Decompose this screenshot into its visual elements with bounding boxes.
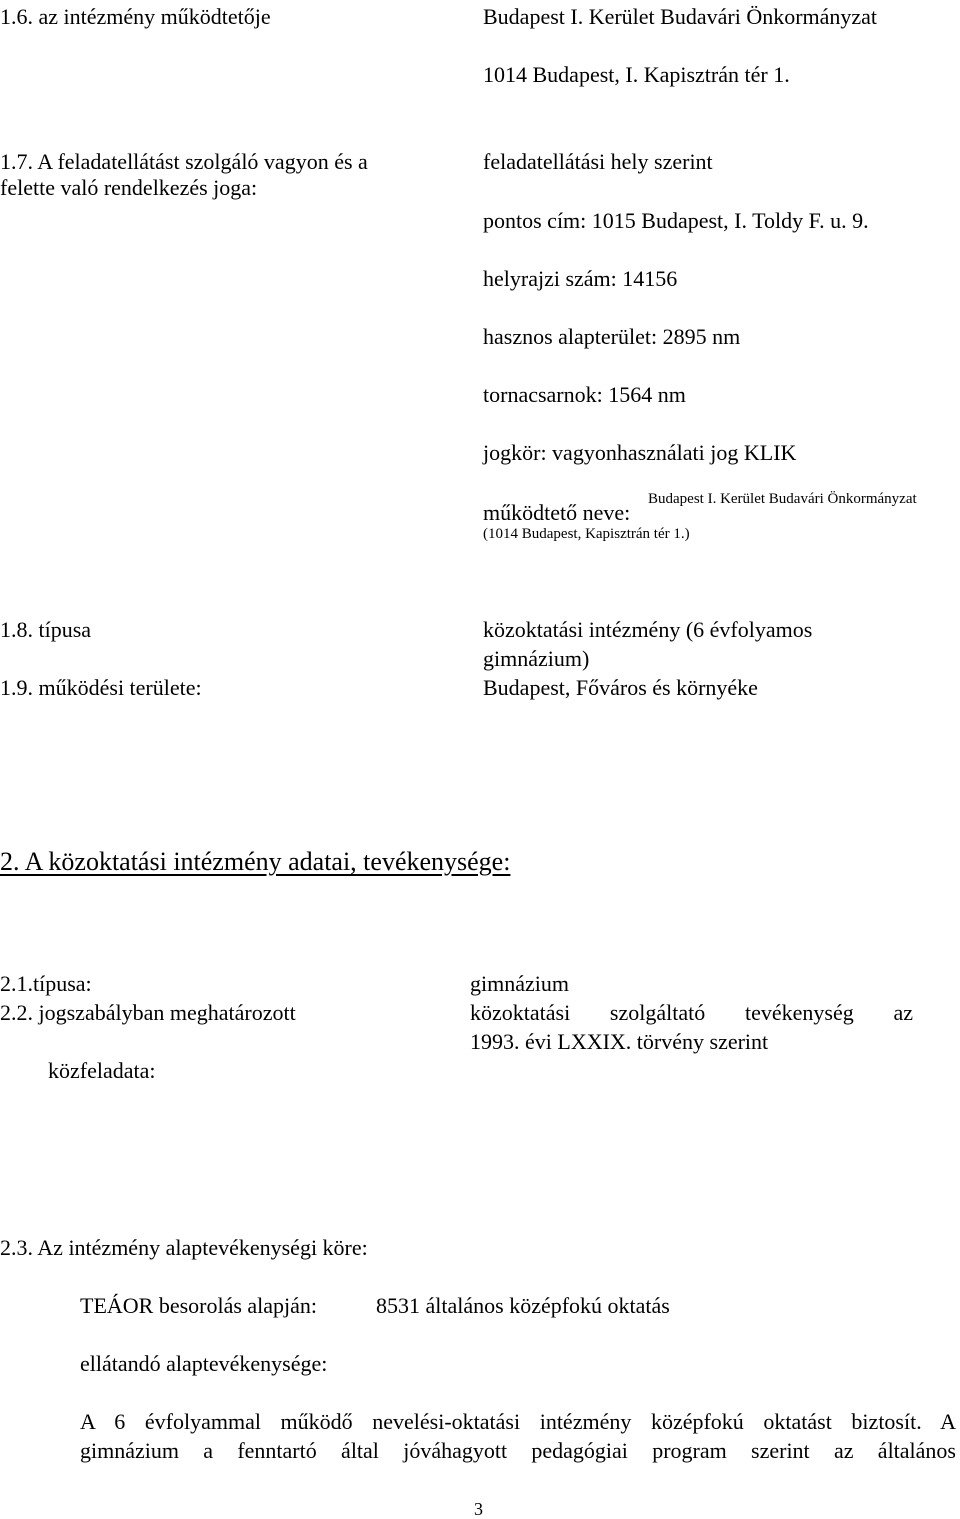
section-1-7-value-5: tornacsarnok: 1564 nm xyxy=(483,382,686,407)
section-2-1-label: 2.1.típusa: xyxy=(0,971,92,996)
section-1-7-label-line1: 1.7. A feladatellátást szolgáló vagyon és a xyxy=(0,149,368,174)
teaor-label: TEÁOR besorolás alapján: xyxy=(80,1293,318,1318)
section-1-8-value-line2: gimnázium) xyxy=(483,646,590,671)
paragraph-line1: A 6 évfolyammal működő nevelési-oktatási intézmény középfokú oktatást biztosít. A xyxy=(80,1409,956,1434)
section-1-6-label: 1.6. az intézmény működtetője xyxy=(0,4,271,29)
section-1-6-value-line1: Budapest I. Kerület Budavári Önkormányzat xyxy=(483,4,878,29)
section-2-3-label: 2.3. Az intézmény alaptevékenységi köre: xyxy=(0,1235,368,1260)
core-activity-label: ellátandó alaptevékenysége: xyxy=(80,1351,328,1376)
section-2-heading: 2. A közoktatási intézmény adatai, tevékenysége: xyxy=(0,847,511,876)
section-1-7-label-line2: felette való rendelkezés joga: xyxy=(0,175,258,200)
section-1-7-value-6: jogkör: vagyonhasználati jog KLIK xyxy=(483,440,797,465)
page-number: 3 xyxy=(474,1499,483,1519)
section-2-2-label-line1: 2.2. jogszabályban meghatározott xyxy=(0,1000,296,1025)
section-2-2-label-line2: közfeladata: xyxy=(48,1058,156,1083)
operator-name: Budapest I. Kerület Budavári Önkormányzat xyxy=(648,491,917,507)
section-1-8-value-line1: közoktatási intézmény (6 évfolyamos xyxy=(483,617,813,642)
section-2-1-value: gimnázium xyxy=(470,971,569,996)
operator-address: (1014 Budapest, Kapisztrán tér 1.) xyxy=(483,526,690,542)
section-1-7-value-4: hasznos alapterület: 2895 nm xyxy=(483,324,741,349)
section-2-2-value-line1: közoktatási szolgáltató tevékenység az xyxy=(470,1000,913,1025)
section-1-7-value-1: feladatellátási hely szerint xyxy=(483,149,713,174)
section-1-7-value-2: pontos cím: 1015 Budapest, I. Toldy F. u. 9. xyxy=(483,208,869,233)
section-2-2-value-line2: 1993. évi LXXIX. törvény szerint xyxy=(470,1029,769,1054)
paragraph-line2: gimnázium a fenntartó által jóváhagyott pedagógiai program szerint az általános xyxy=(80,1438,956,1463)
teaor-value: 8531 általános középfokú oktatás xyxy=(376,1293,670,1318)
operator-label: működtető neve: xyxy=(483,500,631,525)
section-1-7-value-3: helyrajzi szám: 14156 xyxy=(483,266,678,291)
section-1-9-label: 1.9. működési területe: xyxy=(0,675,202,700)
section-1-8-label: 1.8. típusa xyxy=(0,617,92,642)
section-1-9-value: Budapest, Főváros és környéke xyxy=(483,675,758,700)
section-1-6-value-line2: 1014 Budapest, I. Kapisztrán tér 1. xyxy=(483,62,790,87)
